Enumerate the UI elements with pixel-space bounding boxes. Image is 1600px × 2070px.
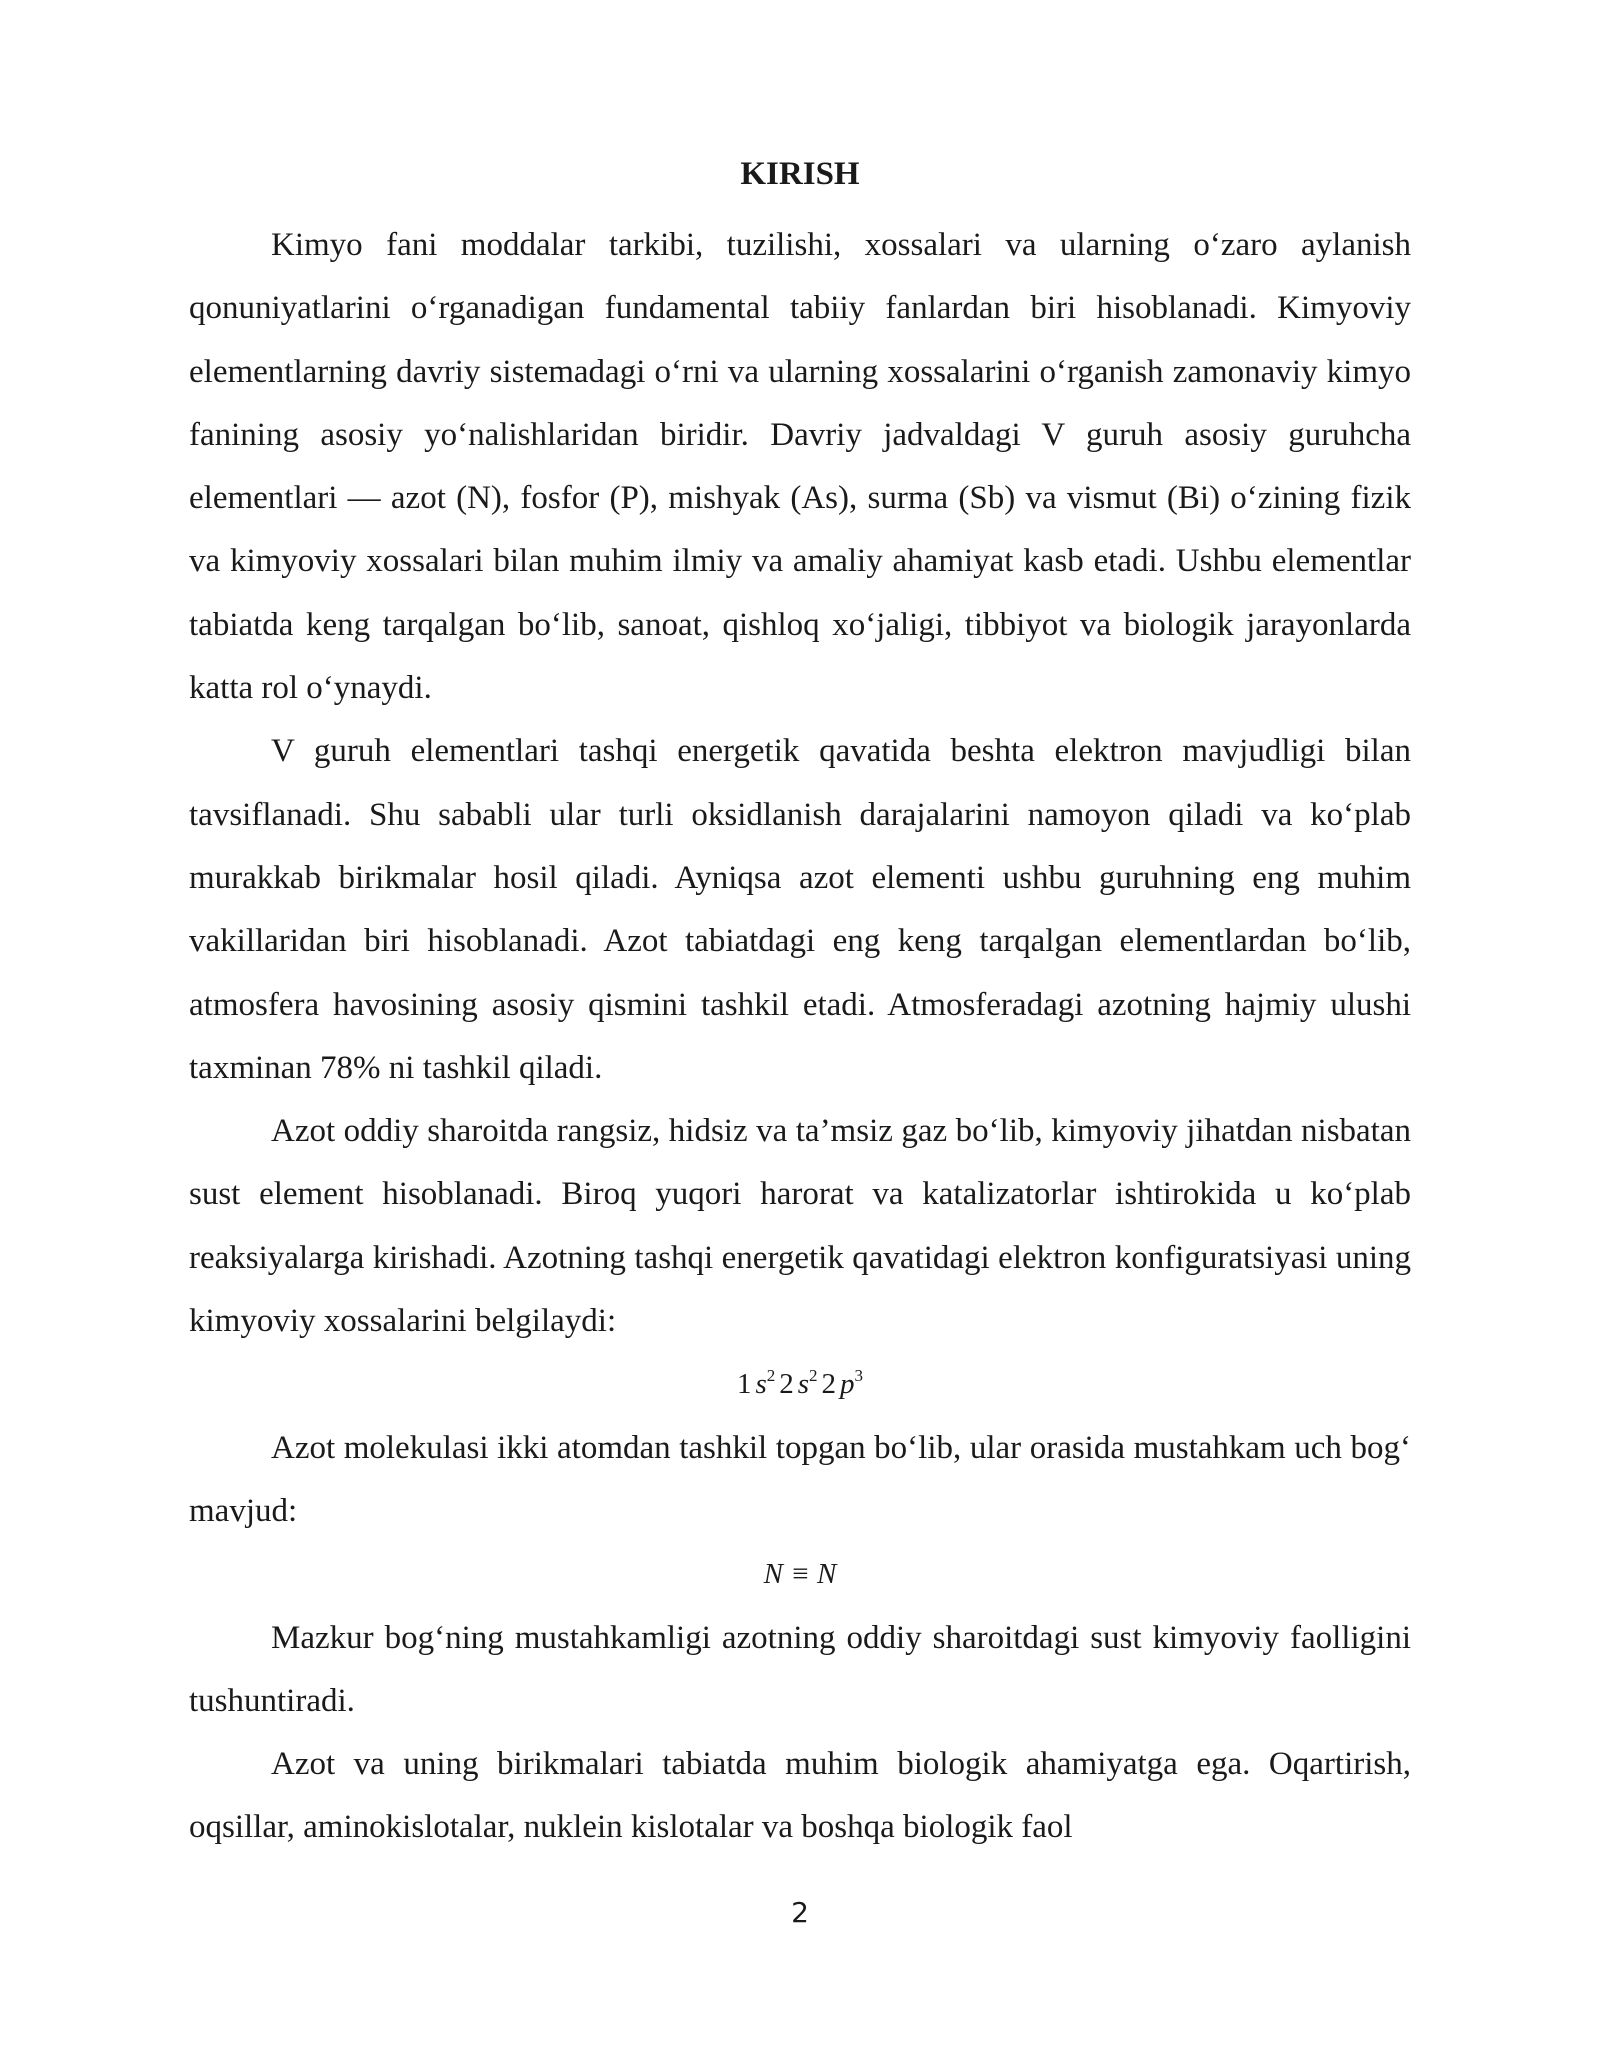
section-title: KIRISH <box>740 156 860 192</box>
formula-coefficient: 1 <box>736 1368 752 1401</box>
formula-coefficient: 2 <box>779 1368 794 1401</box>
formula-exponent: 2 <box>809 1366 818 1386</box>
paragraph-bond-strength: Mazkur bog‘ning mustahkamligi azotning oddiy sharoitdagi sust kimyoviy faolligini tushuntiradi. <box>189 1619 1411 1719</box>
triple-bond-formula <box>189 1543 1411 1606</box>
paragraph-nitrogen-molecule: Azot molekulasi ikki atomdan tashkil topgan bo‘lib, ular orasida mustahkam uch bog‘ mavjud: <box>189 1429 1411 1529</box>
formula-orbital: s <box>755 1368 767 1401</box>
triple-bond-expression: N ≡ N <box>763 1558 837 1591</box>
document-page <box>189 150 1411 1860</box>
paragraph-intro: Kimyo fani moddalar tarkibi, tuzilishi, xossalari va ularning o‘zaro aylanish qonuniyatlarini o‘rganadigan fundamental tabiiy fanlardan biri hisoblanadi. Kimyoviy elementlarning davriy sistemadagi o‘rni va ularning xossalarini o‘rganish zamonaviy kimyo fanining asosiy yo‘nalishlaridan biridir. Davriy jadvaldagi V guruh asosiy guruhcha elementlari — azot (N), fosfor (P), mishyak (As), surma (Sb) va vismut (Bi) o‘zining fizik va kimyoviy xossalari bilan muhim ilmiy va amaliy ahamiyat kasb etadi. Ushbu elementlar tabiatda keng tarqalgan bo‘lib, sanoat, qishloq xo‘jaligi, tibbiyot va biologik jarayonlarda katta rol o‘ynaydi. <box>189 227 1411 707</box>
formula-orbital: s <box>797 1368 810 1401</box>
formula-coefficient: 2 <box>821 1368 837 1401</box>
electron-configuration-formula <box>189 1353 1411 1416</box>
paragraph-biological-importance: Azot va uning birikmalari tabiatda muhim biologik ahamiyatga ega. Oqartirish, oqsillar, aminokislotalar, nuklein kislotalar va boshqa biologik faol <box>189 1746 1411 1846</box>
paragraph-group-v: V guruh elementlari tashqi energetik qavatida beshta elektron mavjudligi bilan tavsiflanadi. Shu sababli ular turli oksidlanish darajalarini namoyon qiladi va ko‘plab murakkab birikmalar hosil qiladi. Ayniqsa azot elementi ushbu guruhning eng muhim vakillaridan biri hisoblanadi. Azot tabiatdagi eng keng tarqalgan elementlardan bo‘lib, atmosfera havosining asosiy qismini tashkil etadi. Atmosferadagi azotning hajmiy ulushi taxminan 78% ni tashkil qiladi. <box>189 733 1411 1086</box>
formula-exponent: 2 <box>766 1366 776 1386</box>
formula-exponent: 3 <box>854 1366 864 1386</box>
formula-orbital: p <box>840 1368 855 1401</box>
page-number: 2 <box>791 1896 809 1929</box>
paragraph-nitrogen-properties: Azot oddiy sharoitda rangsiz, hidsiz va ta’msiz gaz bo‘lib, kimyoviy jihatdan nisbatan sust element hisoblanadi. Biroq yuqori harorat va katalizatorlar ishtirokida u ko‘plab reaksiyalarga kirishadi. Azotning tashqi energetik qavatidagi elektron konfiguratsiyasi uning kimyoviy xossalarini belgilaydi: <box>189 1113 1411 1340</box>
